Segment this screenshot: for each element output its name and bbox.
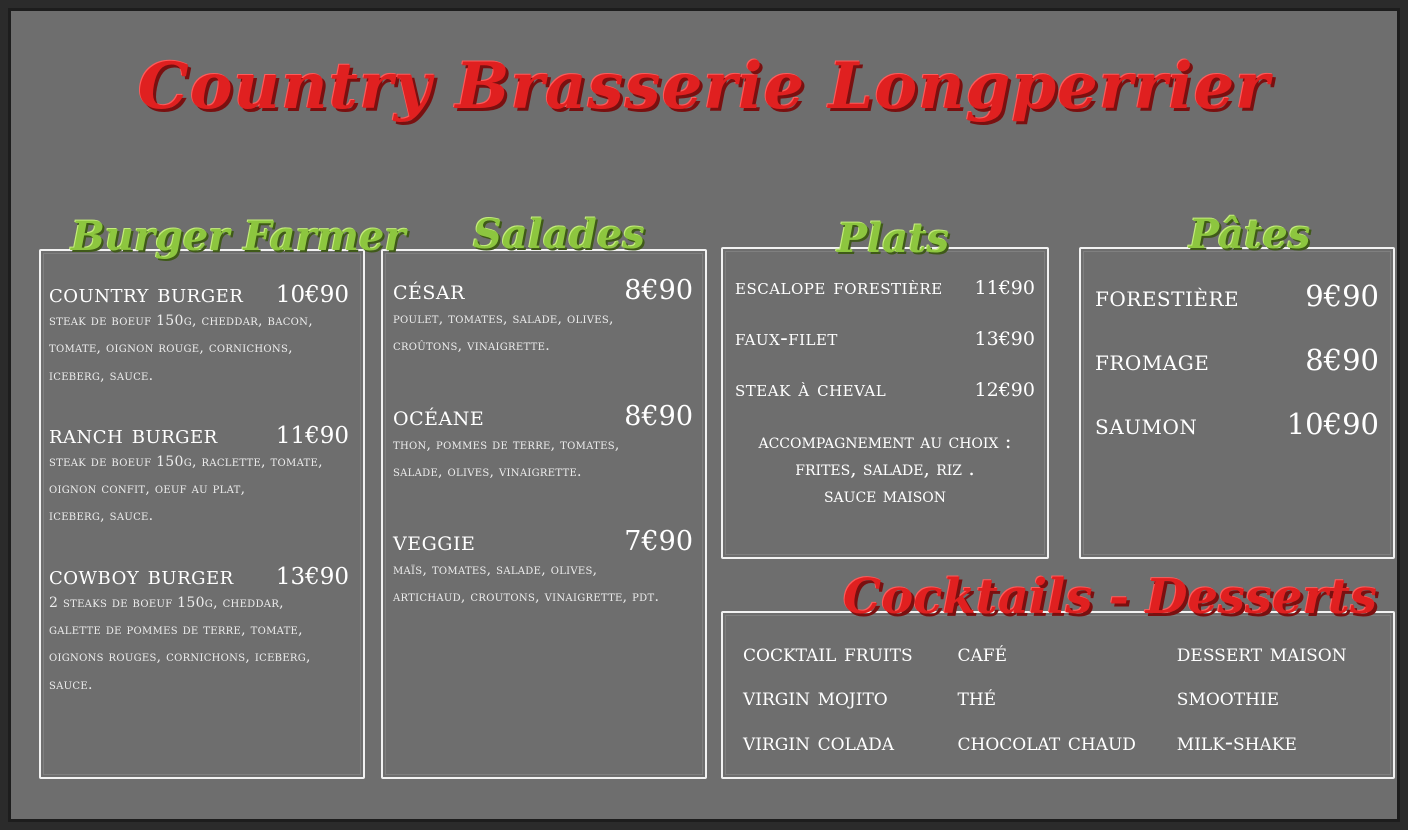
item-price: 10€90	[1286, 407, 1379, 441]
item-description-line: steak de boeuf 150g, cheddar, bacon,	[49, 313, 313, 329]
item-price: 11€90	[974, 277, 1035, 299]
section-heading-pates: Pâtes	[1189, 211, 1311, 258]
menu-item	[1095, 279, 1379, 313]
menu-item	[735, 377, 1035, 402]
item-price: 13€90	[275, 563, 349, 590]
menu-item	[49, 279, 349, 390]
list-item: virgin mojito	[743, 683, 888, 712]
section-panel-pates	[1079, 247, 1395, 559]
accompaniment-note	[735, 428, 1035, 509]
item-price: 8€90	[624, 275, 693, 306]
cocktails-column-drinks	[743, 631, 958, 764]
item-description-line: iceberg, sauce.	[49, 508, 154, 525]
menu-item	[393, 275, 693, 361]
item-price: 13€90	[974, 328, 1035, 350]
item-name: faux-filet	[735, 326, 838, 351]
menu-item	[1095, 343, 1379, 377]
item-name: césar	[393, 275, 465, 306]
section-panel-cocktails-desserts	[721, 611, 1395, 779]
item-description-line: maïs, tomates, salade, olives,	[393, 562, 598, 579]
item-price: 7€90	[624, 526, 693, 558]
list-item: virgin colada	[743, 727, 895, 756]
item-price: 8€90	[624, 400, 693, 432]
item-price: 8€90	[1305, 343, 1379, 377]
item-description-line: galette de pommes de terre, tomate,	[49, 622, 303, 639]
item-price: 11€90	[275, 422, 349, 449]
note-line: sauce maison	[823, 483, 947, 507]
section-panel-burgers	[39, 249, 365, 779]
item-price: 10€90	[275, 282, 349, 308]
list-item: thé	[957, 683, 997, 712]
item-name: country burger	[49, 279, 244, 308]
item-price: 12€90	[974, 379, 1035, 401]
item-price: 9€90	[1305, 279, 1379, 313]
cocktails-column-hot-drinks	[958, 631, 1177, 764]
item-name: steak à cheval	[735, 377, 887, 402]
section-heading-salades: Salades	[473, 211, 645, 258]
section-panel-plats	[721, 247, 1049, 559]
item-description-line: steak de boeuf 150g, raclette, tomate,	[49, 453, 323, 470]
item-name: cowboy burger	[49, 560, 234, 590]
item-name: océane	[393, 400, 485, 432]
menu-item	[393, 401, 693, 487]
section-heading-cocktails-desserts: Cocktails - Desserts	[843, 569, 1378, 625]
list-item: milk-shake	[1176, 727, 1297, 756]
item-description-line: iceberg, sauce.	[49, 367, 154, 384]
item-name: escalope forestière	[735, 275, 943, 300]
item-description-line: oignon confit, oeuf au plat,	[49, 481, 246, 498]
section-heading-plats: Plats	[837, 215, 950, 262]
list-item: dessert maison	[1176, 639, 1347, 667]
note-line: frites, salade, riz .	[795, 456, 975, 480]
menu-item	[49, 561, 349, 699]
list-item: cocktail fruits	[743, 639, 913, 667]
item-description-line: poulet, tomates, salade, olives,	[393, 311, 614, 327]
item-name: fromage	[1095, 343, 1210, 377]
page-title: Country Brasserie Longperrier	[137, 49, 1271, 124]
item-name: veggie	[393, 526, 476, 558]
item-name: ranch burger	[49, 419, 218, 449]
list-item: chocolat chaud	[957, 727, 1136, 756]
menu-board	[8, 8, 1400, 822]
menu-item	[735, 275, 1035, 300]
menu-item	[1095, 407, 1379, 441]
item-description-line: oignons rouges, cornichons, iceberg, sauce.	[49, 649, 311, 693]
cocktails-column-desserts	[1177, 631, 1377, 764]
item-description-line: croûtons, vinaigrette.	[393, 338, 550, 355]
note-line: accompagnement au choix :	[758, 429, 1012, 453]
list-item: café	[957, 639, 1008, 667]
item-description-line: tomate, oignon rouge, cornichons,	[49, 340, 293, 357]
item-description-line: salade, olives, vinaigrette.	[393, 463, 582, 480]
section-panel-salades	[381, 249, 707, 779]
menu-item	[393, 526, 693, 612]
section-heading-burgers: Burger Farmer	[71, 213, 406, 260]
item-description-line: artichaud, croutons, vinaigrette, pdt.	[393, 589, 660, 606]
menu-item	[49, 420, 349, 531]
item-name: saumon	[1095, 407, 1198, 441]
item-description-line: thon, pommes de terre, tomates,	[393, 436, 620, 453]
item-description-line: 2 steaks de boeuf 150g, cheddar,	[49, 594, 284, 611]
item-name: forestière	[1095, 279, 1240, 313]
list-item: smoothie	[1176, 683, 1280, 712]
menu-item	[735, 326, 1035, 351]
